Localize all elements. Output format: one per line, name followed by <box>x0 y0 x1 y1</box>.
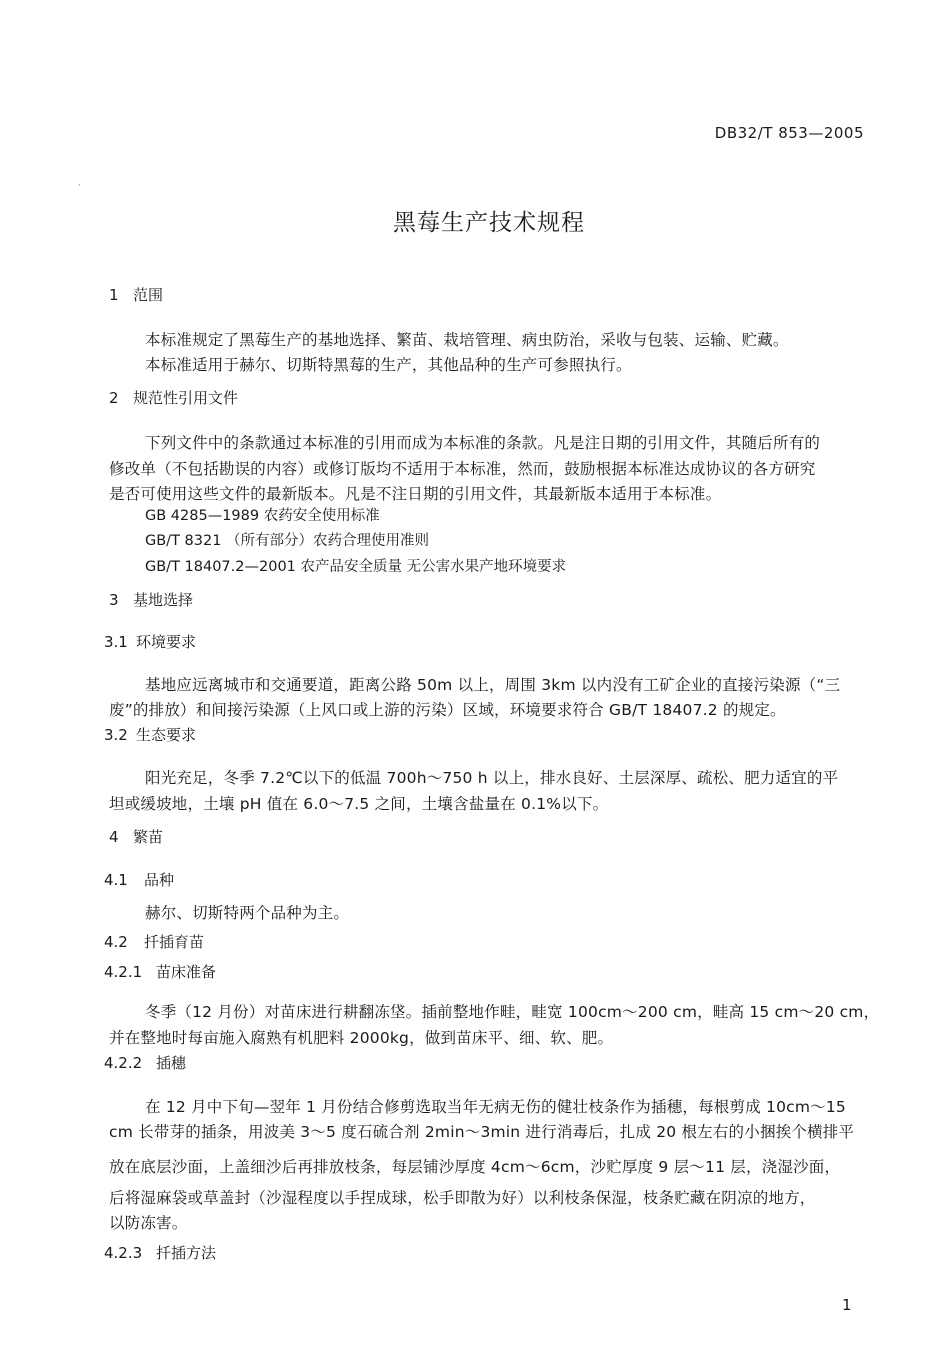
s31-line-1: 基地应远离城市和交通要道，距离公路 50m 以上，周围 3km 以内没有工矿企业的直接污染源（“三 <box>145 676 841 694</box>
s421-line-2: 并在整地时每亩施入腐熟有机肥料 2000kg，做到苗床平、细、软、肥。 <box>109 1029 614 1047</box>
reference-item: GB 4285—1989 农药安全使用标准 <box>145 508 380 524</box>
section-4-2-2-heading: 4.2.2 插穗 <box>104 1054 187 1072</box>
s421-line-1: 冬季（12 月份）对苗床进行耕翻冻垡。插前整地作畦，畦宽 100cm～200 cm，畦高 15 cm～20 cm， <box>145 1003 880 1021</box>
page-number: 1 <box>842 1296 852 1314</box>
s32-line-2: 坦或缓坡地，土壤 pH 值在 6.0～7.5 之间，土壤含盐量在 0.1%以下。 <box>109 795 609 813</box>
section-4-2-3-heading: 4.2.3 扦插方法 <box>104 1244 217 1262</box>
s422-line-3: 放在底层沙面，上盖细沙后再排放枝条，每层铺沙厚度 4cm～6cm，沙贮厚度 9 层～11 层，浇湿沙面， <box>109 1158 841 1176</box>
section-1-heading: 1 范围 <box>109 286 164 304</box>
section-4-2-1-heading: 4.2.1 苗床准备 <box>104 963 217 981</box>
s1-paragraph-1: 本标准规定了黑莓生产的基地选择、繁苗、栽培管理、病虫防治，采收与包装、运输、贮藏。 <box>145 331 789 349</box>
standard-number: DB32/T 853—2005 <box>714 124 864 142</box>
section-2-heading: 2 规范性引用文件 <box>109 389 239 407</box>
s422-line-4: 后将湿麻袋或草盖封（沙湿程度以手捏成球，松手即散为好）以利枝条保湿，枝条贮藏在阴凉的地方， <box>109 1189 816 1207</box>
s2-line-1: 下列文件中的条款通过本标准的引用而成为本标准的条款。凡是注日期的引用文件，其随后所有的 <box>145 434 821 452</box>
s422-line-5: 以防冻害。 <box>109 1214 188 1232</box>
section-4-1-heading: 4.1 品种 <box>104 871 175 889</box>
section-3-2-heading: 3.2 生态要求 <box>104 726 197 744</box>
section-3-1-heading: 3.1 环境要求 <box>104 633 197 651</box>
s422-line-2: cm 长带芽的插条，用波美 3～5 度石硫合剂 2min～3min 进行消毒后，扎成 20 根左右的小捆挨个横排平 <box>109 1123 855 1141</box>
s2-line-3: 是否可使用这些文件的最新版本。凡是不注日期的引用文件，其最新版本适用于本标准。 <box>109 485 722 503</box>
scan-speck: , <box>78 178 81 187</box>
s2-line-2: 修改单（不包括勘误的内容）或修订版均不适用于本标准，然而，鼓励根据本标准达成协议的各方研究 <box>109 460 816 478</box>
reference-item: GB/T 18407.2—2001 农产品安全质量 无公害水果产地环境要求 <box>145 559 567 575</box>
s31-line-2: 废”的排放）和间接污染源（上风口或上游的污染）区域，环境要求符合 GB/T 18407.2 的规定。 <box>109 701 786 719</box>
section-4-heading: 4 繁苗 <box>109 828 164 846</box>
s32-line-1: 阳光充足，冬季 7.2℃以下的低温 700h～750 h 以上，排水良好、土层深厚、疏松、肥力适宜的平 <box>145 769 839 787</box>
s1-paragraph-2: 本标准适用于赫尔、切斯特黑莓的生产，其他品种的生产可参照执行。 <box>145 356 632 374</box>
section-4-2-heading: 4.2 扦插育苗 <box>104 933 205 951</box>
s422-line-1: 在 12 月中下旬—翌年 1 月份结合修剪选取当年无病无伤的健壮枝条作为插穗，每根剪成 10cm～15 <box>145 1098 846 1116</box>
reference-item: GB/T 8321 （所有部分）农药合理使用准则 <box>145 533 430 549</box>
section-3-heading: 3 基地选择 <box>109 591 194 609</box>
document-title: 黑莓生产技术规程 <box>393 210 585 236</box>
s41-line-1: 赫尔、切斯特两个品种为主。 <box>145 904 350 922</box>
